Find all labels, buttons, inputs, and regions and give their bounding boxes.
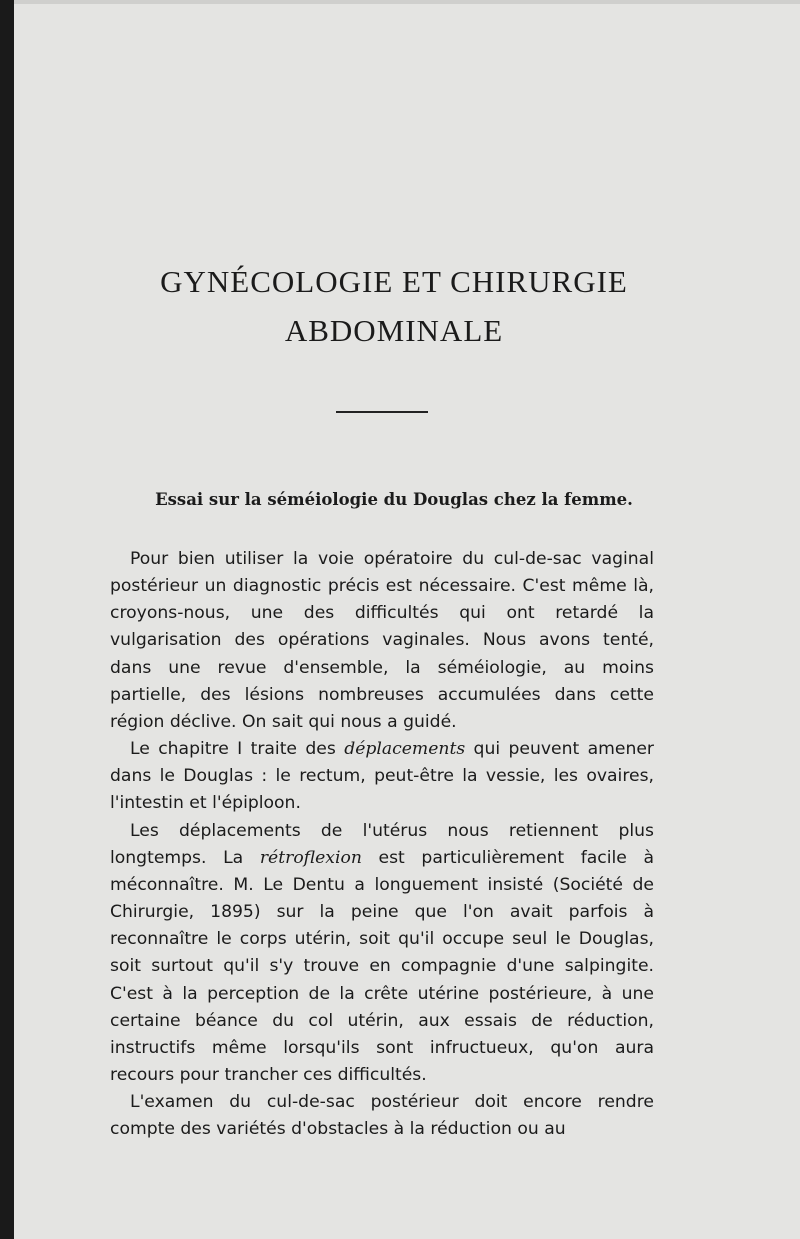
paragraph-2-emphasis: déplacements: [344, 739, 466, 760]
chapter-title-line-1: GYNÉCOLOGIE ET CHIRURGIE: [160, 264, 628, 299]
paragraph-3-text-a: Les déplacements de l'utérus nous retiennent plus longtemps. La: [110, 820, 654, 868]
title-separator-rule: [336, 411, 428, 413]
paragraph-3: [110, 818, 654, 1090]
paragraph-2: [110, 736, 654, 817]
paragraph-4: L'examen du cul-de-sac postérieur doit encore rendre compte des variétés d'obstacles à la réduction ou au: [110, 1092, 654, 1140]
body-text: [110, 546, 654, 1143]
paragraph-2-text-b: qui peuvent amener dans le Douglas : le rectum, peut-être la vessie, les ovaires, l'intestin et l'épiploon.: [110, 739, 654, 814]
paragraph-2-text-a: Le chapitre I traite des: [130, 739, 345, 760]
paragraph-1: Pour bien utiliser la voie opératoire du cul-de-sac vaginal postérieur un diagnostic précis est nécessaire. C'est même là, croyons-nous, une des difficultés qui ont retardé la vulgarisation des opérations vaginales. Nous avons tenté, dans une revue d'ensemble, la séméiologie, au moins partielle, des lésions nombreuses accumulées dans cette région déclive. On sait qui nous a guidé.: [110, 549, 654, 732]
paragraph-3-text-b: est particulièrement facile à méconnaître. M. Le Dentu a longuement insisté (Société de Chirurgie, 1895) sur la peine que l'on avait parfois à reconnaître le corps utérin, soit qu'il occupe seul le Douglas, soit surtout qu'il s'y trouve en compagnie d'une salpingite. C'est à la perception de la crête utérine postérieure, à une certaine béance du col utérin, aux essais de réduction, instructifs même lorsqu'ils sont infructueux, qu'on aura recours pour trancher ces difficultés.: [110, 847, 655, 1085]
chapter-title-line-2: ABDOMINALE: [284, 313, 504, 348]
paragraph-3-emphasis: rétroflexion: [259, 847, 362, 868]
section-heading: Essai sur la séméiologie du Douglas chez la femme.: [155, 490, 633, 509]
book-page: [14, 0, 800, 1239]
page-top-edge: [14, 0, 800, 4]
